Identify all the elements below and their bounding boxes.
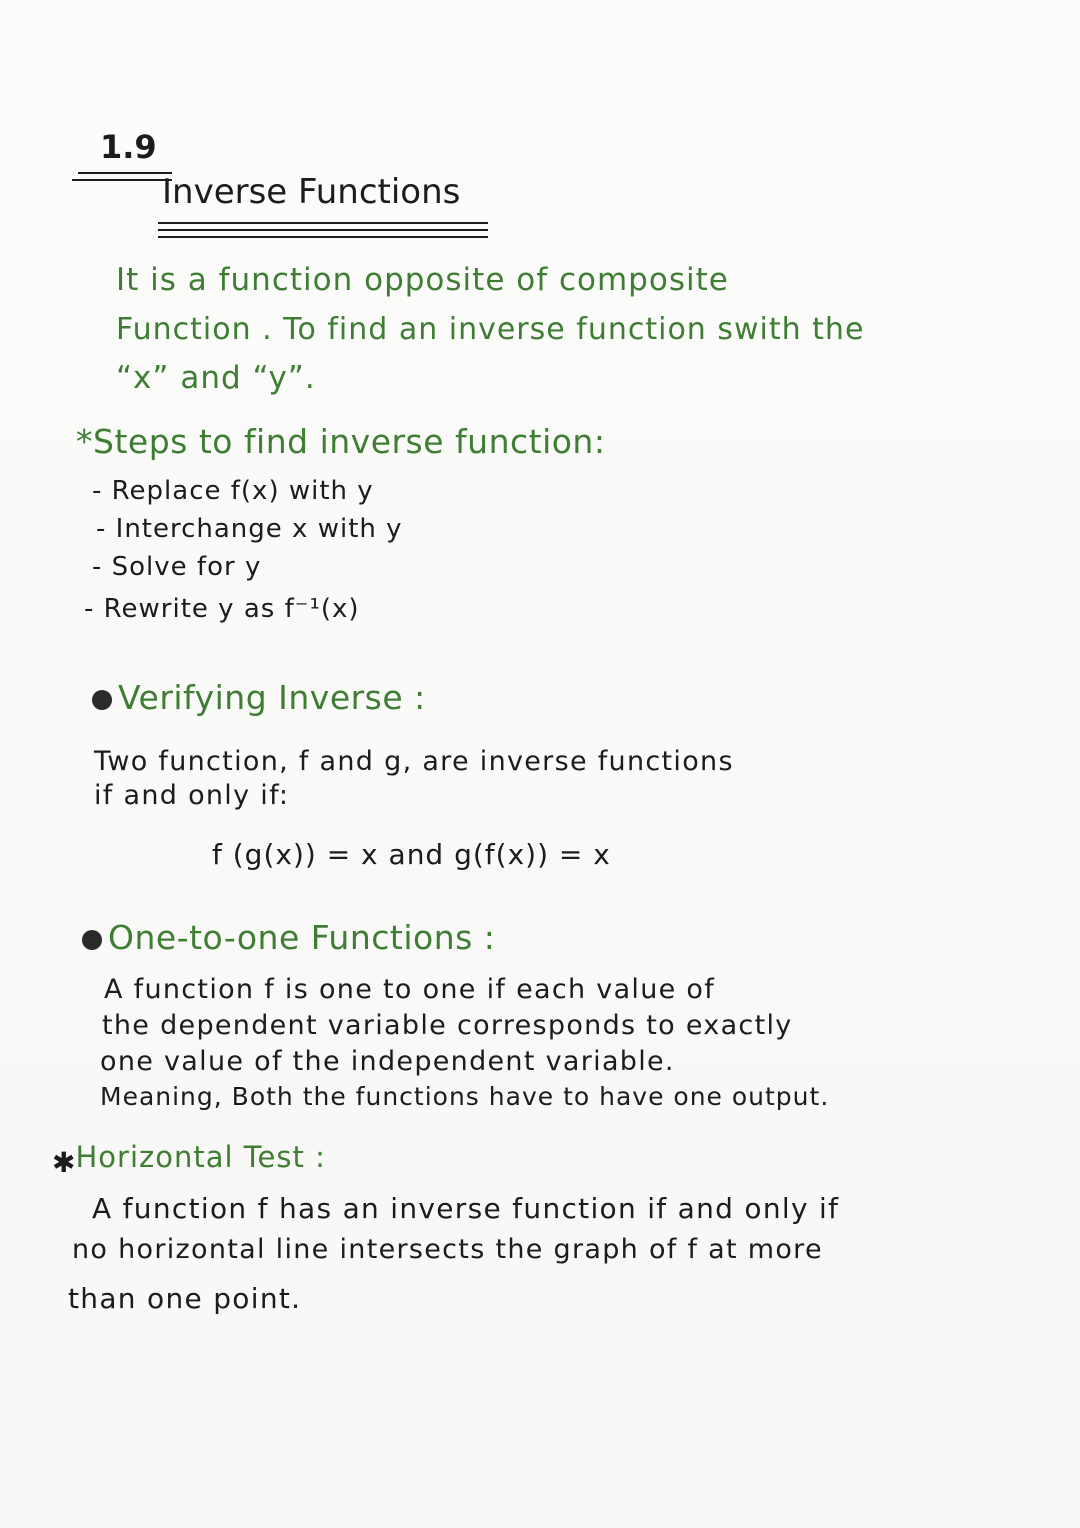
title-underline-3 [158, 236, 488, 238]
bullet-icon [82, 930, 102, 950]
intro-line-3: “x” and “y”. [116, 360, 316, 396]
one-to-one-heading: One-to-one Functions : [108, 918, 496, 957]
verifying-line-1: Two function, f and g, are inverse functions [94, 746, 734, 777]
page-title: Inverse Functions [162, 172, 461, 212]
one-to-one-heading-row [82, 918, 495, 957]
one-to-one-line-4: Meaning, Both the functions have to have one output. [100, 1082, 830, 1111]
steps-heading: *Steps to find inverse function: [76, 422, 606, 461]
asterisk-icon: ✱ [52, 1146, 76, 1179]
section-number-underline [78, 172, 172, 174]
one-to-one-line-3: one value of the independent variable. [100, 1046, 675, 1077]
horizontal-heading-row [52, 1140, 326, 1179]
horizontal-line-2: no horizontal line intersects the graph of f at more [72, 1234, 823, 1265]
step-item-2: - Interchange x with y [96, 514, 403, 544]
verifying-heading-row [92, 678, 426, 717]
title-underline [158, 222, 488, 224]
step-item-4: - Rewrite y as f⁻¹(x) [84, 594, 360, 624]
verifying-heading: Verifying Inverse : [118, 678, 426, 717]
step-item-1: - Replace f(x) with y [92, 476, 374, 506]
intro-line-2: Function . To find an inverse function swith the [116, 312, 865, 347]
title-underline-2 [158, 229, 488, 231]
horizontal-line-3: than one point. [68, 1282, 302, 1315]
horizontal-line-1: A function f has an inverse function if and only if [92, 1192, 840, 1225]
step-item-3: - Solve for y [92, 552, 262, 582]
intro-line-1: It is a function opposite of composite [116, 262, 729, 298]
horizontal-heading: Horizontal Test : [75, 1140, 326, 1174]
bullet-icon [92, 690, 112, 710]
one-to-one-line-2: the dependent variable corresponds to exactly [102, 1010, 793, 1041]
verifying-formula: f (g(x)) = x and g(f(x)) = x [212, 838, 611, 871]
section-number-underline-2 [72, 179, 172, 181]
verifying-line-2: if and only if: [94, 780, 290, 811]
section-number: 1.9 [100, 128, 157, 166]
one-to-one-line-1: A function f is one to one if each value of [104, 974, 716, 1005]
